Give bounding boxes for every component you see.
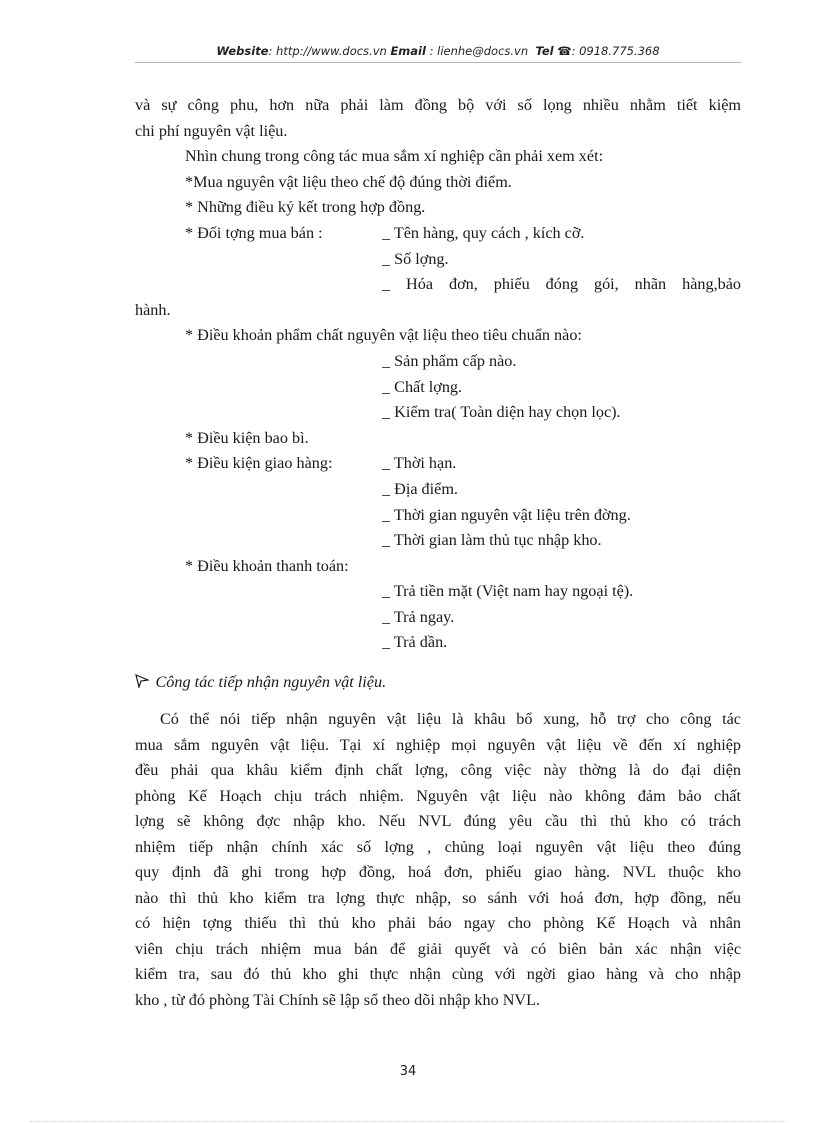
body-line: _ Trả tiền mặt (Việt nam hay ngoại tệ). (382, 582, 634, 601)
section-paragraph (135, 707, 741, 1013)
item-value: _ Tên hàng, quy cách , kích cỡ. (382, 223, 585, 242)
body-line: _ Sản phẩm cấp nào. (382, 351, 517, 370)
body-line: * Điều kiện bao bì. (185, 428, 309, 447)
section-heading-text: Công tác tiếp nhận nguyên vật liệu. (155, 673, 387, 692)
item-label: * Điều kiện giao hàng: (185, 454, 333, 473)
body-line (135, 221, 741, 247)
body-line: _ Kiểm tra( Toàn diện hay chọn lọc). (382, 403, 621, 422)
paragraph-line: kho , từ đó phòng Tài Chính sẽ lập sổ theo dõi nhập kho NVL. (135, 990, 541, 1009)
paragraph-line: quy định đã ghi trong hợp đồng, hoá đơn, phiếu giao hàng. NVL thuộc kho (135, 863, 741, 882)
paragraph-line: viên chịu trách nhiệm mua bán để giải quyết và có biên bản xác nhận việc (135, 939, 741, 958)
page-number: 34 (399, 1064, 417, 1079)
page-header (135, 44, 741, 58)
body-line: * Điều khoản thanh toán: (185, 556, 349, 575)
website-label: Website (216, 44, 269, 58)
footer-divider (30, 1121, 786, 1122)
body-line: * Điều khoản phẩm chất nguyên vật liệu theo tiêu chuẩn nào: (185, 326, 582, 345)
body-line: _ Thời gian làm thủ tục nhập kho. (382, 531, 602, 550)
paragraph-line: Có thể nói tiếp nhận nguyên vật liệu là khâu bổ xung, hỗ trợ cho công tác (160, 710, 741, 729)
paragraph-line: kiểm tra, sau đó thủ kho ghi thực nhận cùng với ngời giao hàng và cho nhập (135, 965, 741, 984)
body-line: _ Trả ngay. (382, 607, 455, 626)
body-line: Nhìn chung trong công tác mua sắm xí nghiệp cần phải xem xét: (185, 147, 604, 166)
body-line: _ Chất lợng. (382, 377, 463, 396)
body-line: _ Địa điểm. (382, 479, 458, 498)
body-line: chi phí nguyên vật liệu. (135, 121, 288, 140)
paragraph-line: nào thì thủ kho kiểm tra lợng thực nhập, so sánh với hoá đơn, hợp đồng, nếu (135, 888, 741, 907)
body-line: hành. (135, 300, 171, 319)
header-divider (135, 62, 741, 63)
paragraph-line: đều phải qua khâu kiểm định chất lợng, công việc này thờng là do đại diện (135, 761, 741, 780)
body-line: _ Trả dần. (382, 633, 448, 652)
paragraph-line: lợng sẽ không đợc nhập kho. Nếu NVL đúng yêu cầu thì thủ kho có trách (135, 812, 741, 831)
paragraph-line: mua sắm nguyên vật liệu. Tại xí nghiệp mọi nguyên vật liệu về đến xí nghiệp (135, 735, 741, 754)
paragraph-line: có hiện tợng thiếu thì thủ kho phải báo ngay cho phòng Kế Hoạch và nhân (135, 914, 741, 933)
item-label: * Đối tợng mua bán : (185, 223, 323, 242)
section-heading (135, 669, 741, 695)
arrow-bullet-icon (135, 676, 153, 691)
body-line: * Những điều ký kết trong hợp đồng. (185, 198, 426, 217)
item-value: _ Thời hạn. (382, 454, 457, 473)
body-line: _ Hóa đơn, phiếu đóng gói, nhãn hàng,bảo (382, 275, 741, 294)
email-value: : lienhe@docs.vn (429, 44, 529, 58)
email-label: Email (390, 44, 426, 58)
tel-label: Tel (535, 44, 554, 58)
body-line: và sự công phu, hơn nữa phải làm đồng bộ với số lọng nhiều nhằm tiết kiệm (135, 96, 741, 114)
paragraph-line: phòng Kế Hoạch chịu trách nhiệm. Nguyên vật liệu nào không đảm bảo chất (135, 786, 741, 805)
body-line: _ Số lợng. (382, 249, 449, 268)
body-line: *Mua nguyên vật liệu theo chế độ đúng thời điểm. (185, 172, 512, 191)
body-line: _ Thời gian nguyên vật liệu trên đờng. (382, 505, 631, 524)
website-value: : http://www.docs.vn (268, 44, 387, 58)
phone-icon: ☎ (557, 44, 572, 58)
body-line (135, 451, 741, 477)
tel-value: : 0918.775.368 (571, 44, 660, 58)
document-body (135, 93, 741, 1013)
paragraph-line: nhiệm tiếp nhận chính xác số lợng , chủng loại nguyên vật liệu theo đúng (135, 837, 741, 856)
